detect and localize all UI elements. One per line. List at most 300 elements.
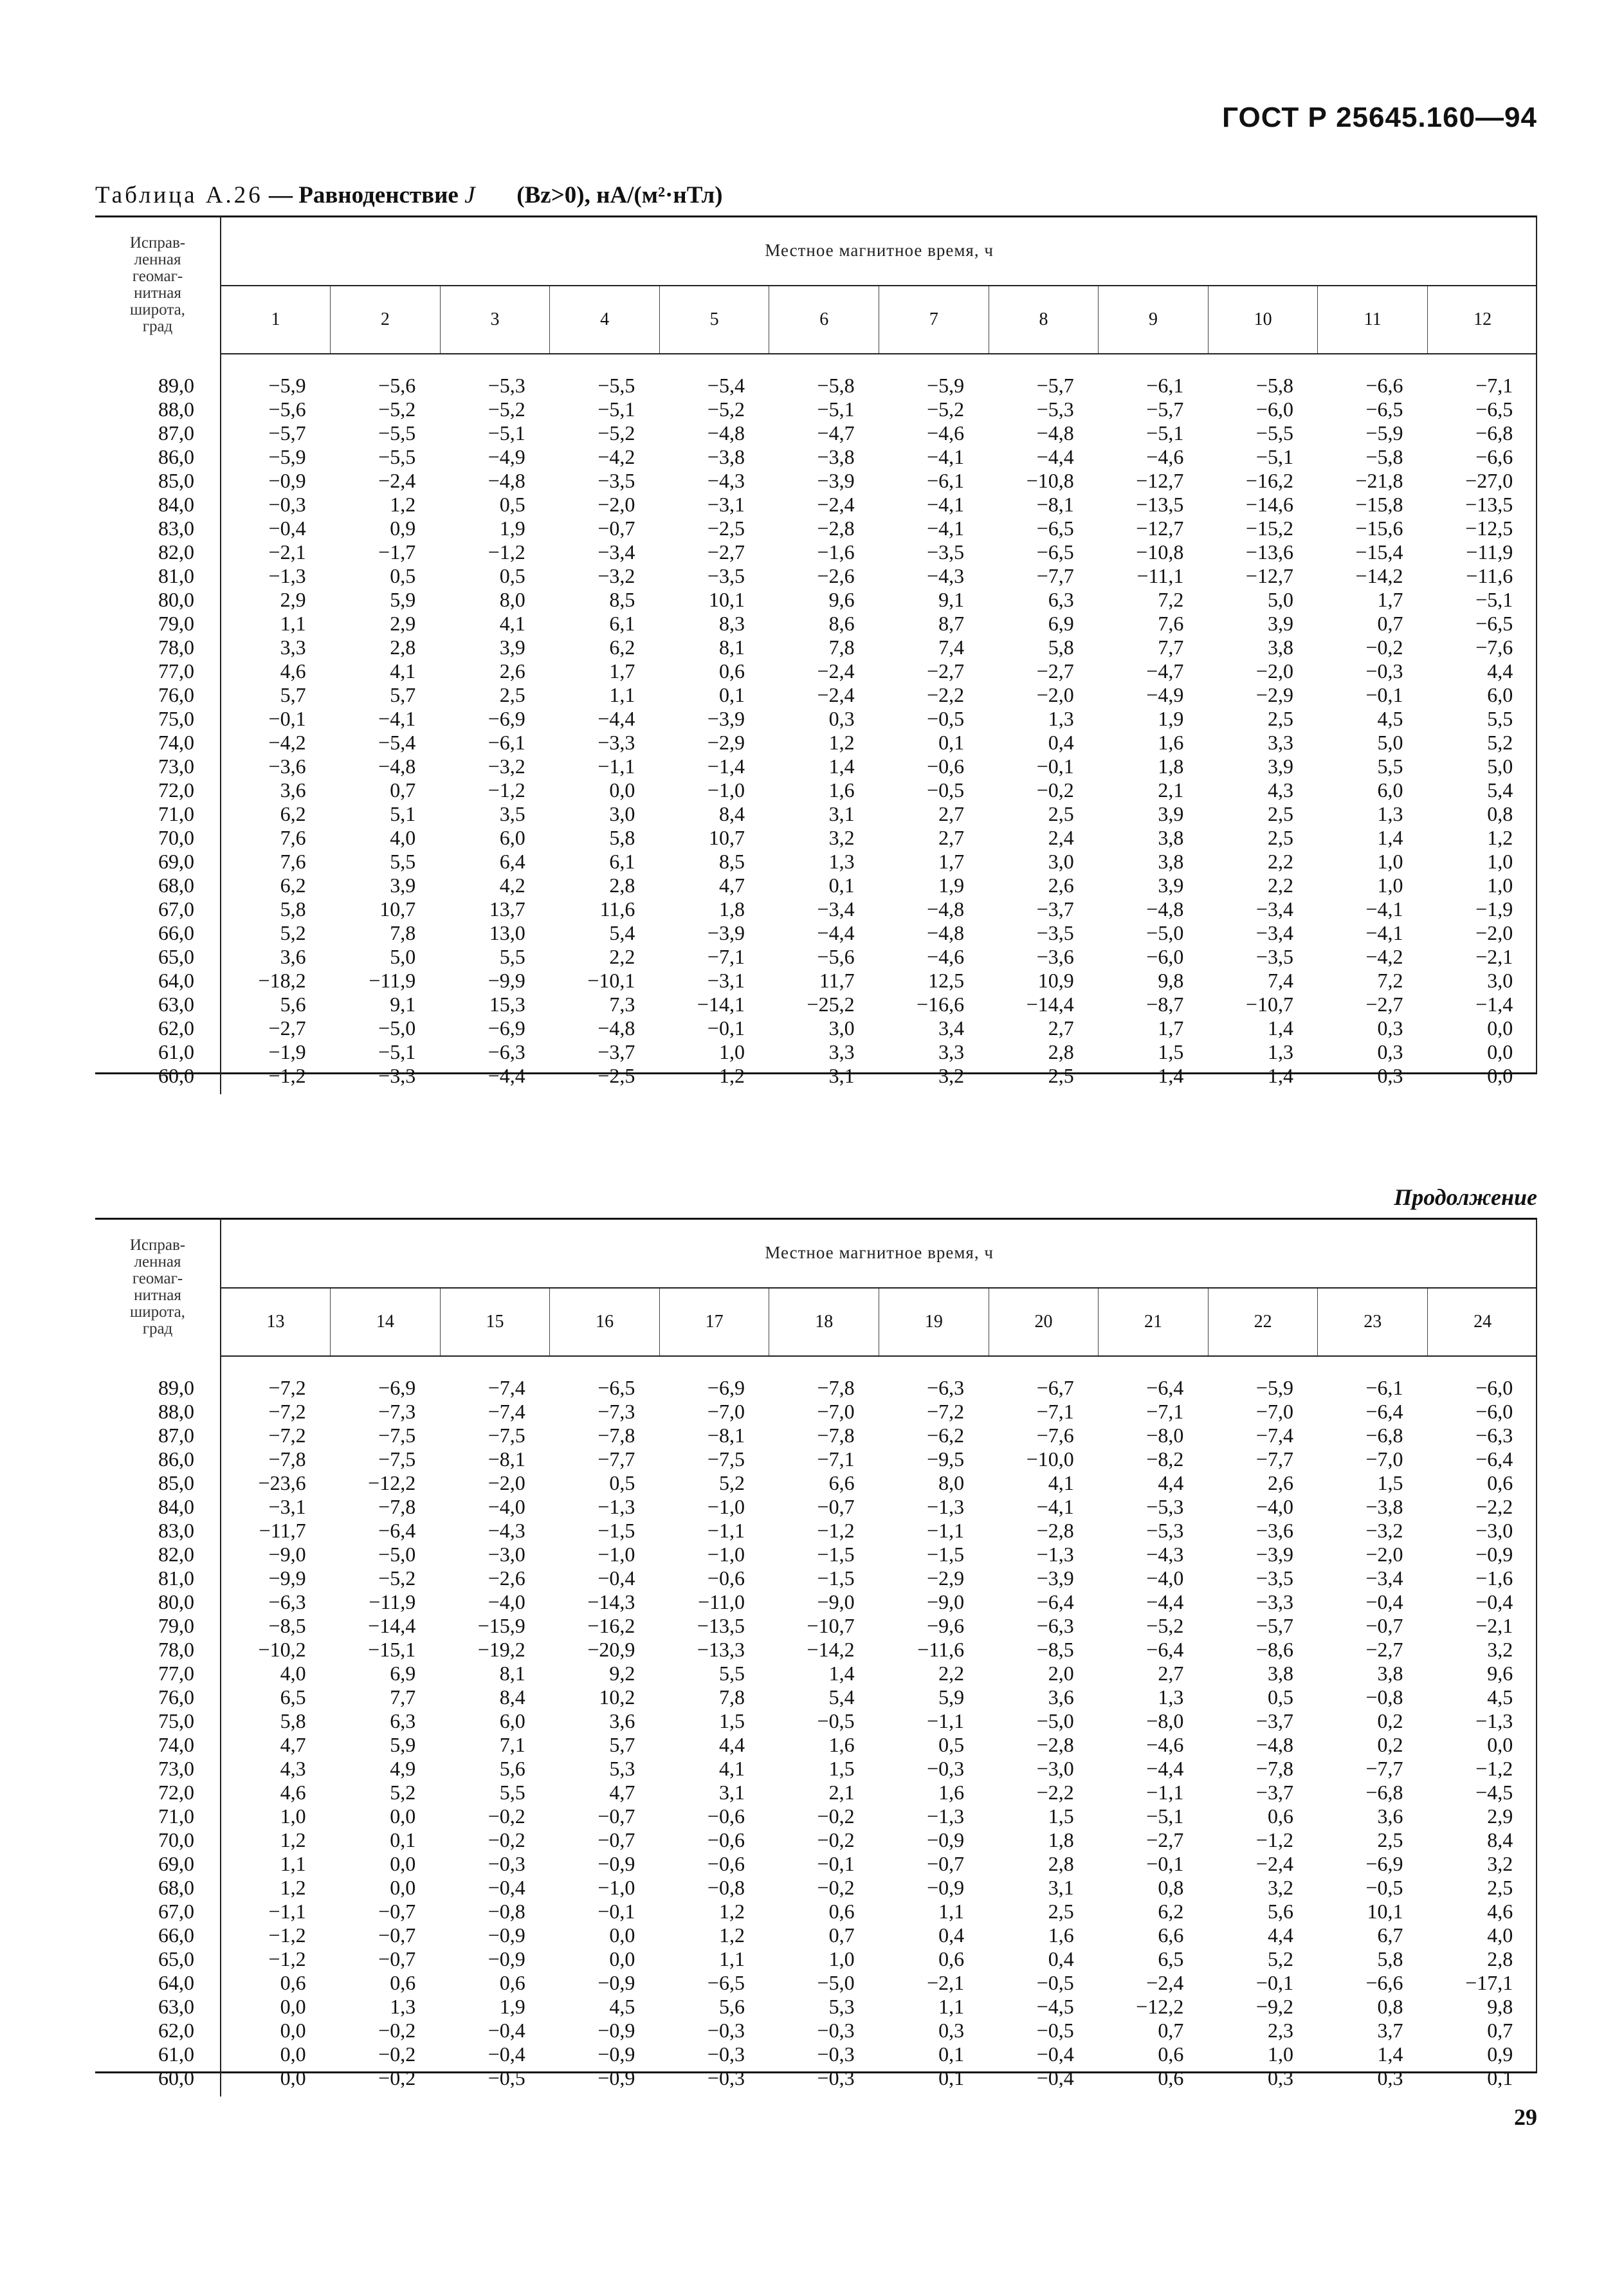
value-cell: −0,9 bbox=[598, 2018, 635, 2042]
value-cell: −7,2 bbox=[268, 1399, 306, 1423]
value-cell: 1,4 bbox=[1267, 1063, 1293, 1087]
value-cell: −7,0 bbox=[1365, 1447, 1403, 1471]
table-row bbox=[95, 1566, 1537, 1590]
value-cell: 3,1 bbox=[828, 1063, 855, 1087]
table2 bbox=[95, 1218, 1537, 2097]
value-cell: −0,5 bbox=[817, 1709, 855, 1732]
hour-header: 14 bbox=[331, 1288, 441, 1356]
value-cell: −17,1 bbox=[1465, 1970, 1513, 1994]
value-cell: −8,1 bbox=[707, 1423, 745, 1447]
value-cell: 1,6 bbox=[1158, 730, 1184, 754]
value-cell: −4,8 bbox=[1255, 1732, 1293, 1756]
value-cell: −9,0 bbox=[817, 1590, 855, 1613]
value-cell: 3,9 bbox=[1158, 873, 1184, 897]
value-cell: −3,5 bbox=[707, 564, 745, 587]
value-cell: −2,0 bbox=[598, 492, 635, 516]
latitude-cell: 76,0 bbox=[95, 1685, 221, 1709]
latitude-cell: 70,0 bbox=[95, 1828, 221, 1852]
hour-header: 6 bbox=[769, 286, 879, 354]
value-cell: −3,8 bbox=[817, 445, 855, 468]
value-cell: 1,1 bbox=[609, 683, 635, 706]
value-cell: −2,4 bbox=[817, 659, 855, 683]
value-cell: −5,2 bbox=[707, 397, 745, 421]
value-cell: 0,0 bbox=[390, 1804, 416, 1828]
time-group-header: Местное магнитное время, ч bbox=[221, 1218, 1537, 1288]
value-cell: 2,9 bbox=[1487, 1804, 1513, 1828]
value-cell: −4,1 bbox=[1036, 1494, 1074, 1518]
value-cell: −1,7 bbox=[378, 540, 416, 564]
value-cell: 2,7 bbox=[1158, 1661, 1184, 1685]
hour-header: 2 bbox=[331, 286, 441, 354]
hour-header: 4 bbox=[550, 286, 660, 354]
value-cell: 2,8 bbox=[390, 635, 416, 659]
value-cell: −5,1 bbox=[1255, 445, 1293, 468]
value-cell: 5,6 bbox=[499, 1756, 525, 1780]
value-cell: 0,5 bbox=[938, 1732, 965, 1756]
value-cell: 0,4 bbox=[1048, 730, 1074, 754]
value-cell: 1,6 bbox=[828, 778, 855, 802]
value-cell: 3,3 bbox=[280, 635, 306, 659]
value-cell: 0,4 bbox=[1048, 1947, 1074, 1970]
value-cell: 8,5 bbox=[609, 587, 635, 611]
value-cell: −3,5 bbox=[1255, 944, 1293, 968]
value-cell: −2,9 bbox=[927, 1566, 965, 1590]
value-cell: −7,2 bbox=[268, 1375, 306, 1399]
latitude-cell: 78,0 bbox=[95, 636, 221, 659]
value-cell: −2,8 bbox=[1036, 1732, 1074, 1756]
value-cell: 5,2 bbox=[1487, 730, 1513, 754]
value-cell: −1,9 bbox=[1475, 897, 1513, 921]
value-cell: 6,2 bbox=[280, 873, 306, 897]
value-cell: 6,7 bbox=[1377, 1923, 1403, 1947]
value-cell: 1,0 bbox=[1487, 849, 1513, 873]
value-cell: 1,2 bbox=[828, 730, 855, 754]
table-row bbox=[95, 1876, 1537, 1900]
value-cell: 0,1 bbox=[718, 683, 745, 706]
value-cell: −5,2 bbox=[598, 421, 635, 445]
value-cell: −6,7 bbox=[1036, 1375, 1074, 1399]
value-cell: −11,1 bbox=[1136, 564, 1184, 587]
value-cell: 2,7 bbox=[938, 802, 965, 825]
standard-header: ГОСТ Р 25645.160—94 bbox=[1222, 102, 1537, 133]
value-cell: −5,6 bbox=[817, 944, 855, 968]
value-cell: −5,2 bbox=[378, 1566, 416, 1590]
table-row bbox=[95, 1447, 1537, 1471]
value-cell: −4,6 bbox=[927, 944, 965, 968]
value-cell: −3,3 bbox=[598, 730, 635, 754]
table-row bbox=[95, 1376, 1537, 1400]
table-row bbox=[95, 731, 1537, 755]
value-cell: 4,4 bbox=[1158, 1471, 1184, 1494]
value-cell: −0,2 bbox=[1036, 778, 1074, 802]
value-cell: −9,9 bbox=[488, 968, 525, 992]
value-cell: 7,7 bbox=[390, 1685, 416, 1709]
value-cell: −0,2 bbox=[488, 1828, 525, 1851]
hour-header: 13 bbox=[221, 1288, 331, 1356]
value-cell: 2,9 bbox=[280, 587, 306, 611]
value-cell: −4,1 bbox=[927, 492, 965, 516]
value-cell: −3,1 bbox=[707, 492, 745, 516]
value-cell: −6,4 bbox=[378, 1518, 416, 1542]
value-cell: 3,9 bbox=[1158, 802, 1184, 825]
table-row bbox=[95, 1757, 1537, 1781]
value-cell: 0,6 bbox=[499, 1970, 525, 1994]
value-cell: −4,0 bbox=[1146, 1566, 1184, 1590]
latitude-cell: 62,0 bbox=[95, 1016, 221, 1040]
value-cell: −0,3 bbox=[817, 2066, 855, 2089]
value-cell: 1,1 bbox=[280, 611, 306, 635]
value-cell: −8,1 bbox=[1036, 492, 1074, 516]
table-row bbox=[95, 1995, 1537, 2019]
value-cell: 10,2 bbox=[599, 1685, 635, 1709]
latitude-cell: 79,0 bbox=[95, 1614, 221, 1638]
value-cell: −4,8 bbox=[927, 921, 965, 944]
value-cell: 5,8 bbox=[609, 825, 635, 849]
table-row bbox=[95, 1828, 1537, 1852]
value-cell: 5,5 bbox=[390, 849, 416, 873]
value-cell: −8,5 bbox=[268, 1613, 306, 1637]
value-cell: −1,3 bbox=[927, 1804, 965, 1828]
table-row bbox=[95, 1590, 1537, 1614]
table-row bbox=[95, 826, 1537, 850]
value-cell: −2,9 bbox=[707, 730, 745, 754]
value-cell: 6,3 bbox=[390, 1709, 416, 1732]
value-cell: 3,3 bbox=[938, 1040, 965, 1063]
value-cell: −1,1 bbox=[927, 1709, 965, 1732]
value-cell: −5,9 bbox=[1255, 1375, 1293, 1399]
value-cell: −5,1 bbox=[817, 397, 855, 421]
value-cell: −0,6 bbox=[927, 754, 965, 778]
value-cell: −3,5 bbox=[1255, 1566, 1293, 1590]
value-cell: 1,2 bbox=[1487, 825, 1513, 849]
value-cell: −3,9 bbox=[1255, 1542, 1293, 1566]
value-cell: 2,2 bbox=[938, 1661, 965, 1685]
value-cell: 0,0 bbox=[280, 2042, 306, 2066]
hour-header: 5 bbox=[659, 286, 769, 354]
table-row bbox=[95, 493, 1537, 517]
value-cell: −6,9 bbox=[1365, 1851, 1403, 1875]
value-cell: 7,6 bbox=[280, 849, 306, 873]
value-cell: −0,1 bbox=[268, 706, 306, 730]
value-cell: −8,7 bbox=[1146, 992, 1184, 1016]
value-cell: 0,3 bbox=[828, 706, 855, 730]
latitude-cell: 88,0 bbox=[95, 1400, 221, 1424]
value-cell: −0,3 bbox=[1365, 659, 1403, 683]
value-cell: 1,1 bbox=[280, 1851, 306, 1875]
value-cell: −3,5 bbox=[1036, 921, 1074, 944]
value-cell: 5,5 bbox=[499, 944, 525, 968]
value-cell: −10,7 bbox=[807, 1613, 855, 1637]
value-cell: −6,5 bbox=[598, 1375, 635, 1399]
value-cell: −1,3 bbox=[1036, 1542, 1074, 1566]
value-cell: −6,3 bbox=[927, 1375, 965, 1399]
value-cell: 6,6 bbox=[1158, 1923, 1184, 1947]
value-cell: −7,4 bbox=[488, 1399, 525, 1423]
table-row bbox=[95, 517, 1537, 540]
value-cell: 2,5 bbox=[1048, 802, 1074, 825]
value-cell: 9,1 bbox=[938, 587, 965, 611]
table-row bbox=[95, 969, 1537, 993]
hour-header: 23 bbox=[1318, 1288, 1428, 1356]
value-cell: −7,7 bbox=[598, 1447, 635, 1471]
value-cell: 0,4 bbox=[938, 1923, 965, 1947]
value-cell: −5,9 bbox=[268, 373, 306, 397]
value-cell: −0,4 bbox=[488, 1875, 525, 1899]
value-cell: 11,6 bbox=[599, 897, 635, 921]
value-cell: −7,5 bbox=[378, 1423, 416, 1447]
value-cell: −2,7 bbox=[1365, 992, 1403, 1016]
value-cell: 3,8 bbox=[1158, 825, 1184, 849]
value-cell: 0,7 bbox=[1158, 2018, 1184, 2042]
value-cell: 3,9 bbox=[1267, 611, 1293, 635]
value-cell: −4,1 bbox=[1365, 897, 1403, 921]
latitude-cell: 80,0 bbox=[95, 1590, 221, 1614]
value-cell: −0,7 bbox=[378, 1899, 416, 1923]
value-cell: −6,4 bbox=[1146, 1375, 1184, 1399]
value-cell: −11,9 bbox=[369, 968, 416, 992]
value-cell: 1,2 bbox=[718, 1923, 745, 1947]
latitude-cell: 66,0 bbox=[95, 1923, 221, 1947]
value-cell: −16,2 bbox=[1245, 468, 1293, 492]
value-cell: −5,3 bbox=[488, 373, 525, 397]
value-cell: −1,5 bbox=[817, 1542, 855, 1566]
value-cell: 3,2 bbox=[1267, 1875, 1293, 1899]
value-cell: −7,2 bbox=[268, 1423, 306, 1447]
value-cell: −0,2 bbox=[378, 2042, 416, 2066]
latitude-cell: 81,0 bbox=[95, 564, 221, 588]
value-cell: −13,3 bbox=[697, 1637, 745, 1661]
value-cell: −3,1 bbox=[268, 1494, 306, 1518]
value-cell: −1,5 bbox=[927, 1542, 965, 1566]
value-cell: −7,1 bbox=[1146, 1399, 1184, 1423]
value-cell: 2,5 bbox=[499, 683, 525, 706]
value-cell: 1,4 bbox=[828, 754, 855, 778]
value-cell: 6,5 bbox=[280, 1685, 306, 1709]
table-row bbox=[95, 1804, 1537, 1828]
value-cell: −11,0 bbox=[698, 1590, 745, 1613]
value-cell: 10,7 bbox=[708, 825, 745, 849]
value-cell: 5,8 bbox=[1048, 635, 1074, 659]
value-cell: −0,1 bbox=[1146, 1851, 1184, 1875]
value-cell: −3,9 bbox=[707, 921, 745, 944]
value-cell: −9,0 bbox=[268, 1542, 306, 1566]
value-cell: 3,1 bbox=[718, 1780, 745, 1804]
value-cell: −1,3 bbox=[1475, 1709, 1513, 1732]
value-cell: −4,8 bbox=[1036, 421, 1074, 445]
value-cell: −5,8 bbox=[817, 373, 855, 397]
latitude-cell: 77,0 bbox=[95, 1662, 221, 1685]
latitude-cell: 73,0 bbox=[95, 755, 221, 778]
continuation-label: Продолжение bbox=[1394, 1184, 1537, 1210]
value-cell: 1,4 bbox=[1377, 2042, 1403, 2066]
value-cell: −4,2 bbox=[268, 730, 306, 754]
latitude-cell: 63,0 bbox=[95, 993, 221, 1016]
value-cell: 1,2 bbox=[718, 1063, 745, 1087]
value-cell: 2,2 bbox=[1267, 849, 1293, 873]
value-cell: −6,3 bbox=[1036, 1613, 1074, 1637]
latitude-cell: 67,0 bbox=[95, 897, 221, 921]
value-cell: 1,0 bbox=[1267, 2042, 1293, 2066]
value-cell: −6,4 bbox=[1475, 1447, 1513, 1471]
value-cell: −0,3 bbox=[488, 1851, 525, 1875]
table-row bbox=[95, 1685, 1537, 1709]
latitude-cell: 71,0 bbox=[95, 1804, 221, 1828]
value-cell: −6,9 bbox=[488, 706, 525, 730]
value-cell: 6,2 bbox=[1158, 1899, 1184, 1923]
value-cell: −5,0 bbox=[1146, 921, 1184, 944]
value-cell: −4,9 bbox=[488, 445, 525, 468]
table-row bbox=[95, 1900, 1537, 1923]
value-cell: 6,0 bbox=[1487, 683, 1513, 706]
value-cell: −0,7 bbox=[1365, 1613, 1403, 1637]
value-cell: 3,8 bbox=[1158, 849, 1184, 873]
value-cell: −6,5 bbox=[1036, 540, 1074, 564]
value-cell: 0,9 bbox=[390, 516, 416, 540]
value-cell: −0,5 bbox=[1365, 1875, 1403, 1899]
value-cell: 5,3 bbox=[609, 1756, 635, 1780]
value-cell: −2,0 bbox=[1036, 683, 1074, 706]
value-cell: −6,3 bbox=[488, 1040, 525, 1063]
value-cell: −2,4 bbox=[817, 492, 855, 516]
value-cell: 6,1 bbox=[609, 611, 635, 635]
table-row bbox=[95, 445, 1537, 469]
value-cell: 0,3 bbox=[1377, 2066, 1403, 2089]
hour-header: 11 bbox=[1318, 286, 1428, 354]
table-row bbox=[95, 636, 1537, 659]
value-cell: 4,0 bbox=[1487, 1923, 1513, 1947]
value-cell: 6,0 bbox=[499, 825, 525, 849]
value-cell: −3,8 bbox=[707, 445, 745, 468]
value-cell: −4,2 bbox=[598, 445, 635, 468]
value-cell: −1,3 bbox=[268, 564, 306, 587]
value-cell: 6,5 bbox=[1158, 1947, 1184, 1970]
value-cell: −2,1 bbox=[927, 1970, 965, 1994]
value-cell: 8,6 bbox=[828, 611, 855, 635]
value-cell: 5,2 bbox=[718, 1471, 745, 1494]
value-cell: 7,8 bbox=[390, 921, 416, 944]
value-cell: −5,1 bbox=[598, 397, 635, 421]
hour-header: 9 bbox=[1099, 286, 1209, 354]
value-cell: 0,3 bbox=[1267, 2066, 1293, 2089]
value-cell: 4,4 bbox=[718, 1732, 745, 1756]
value-cell: 6,2 bbox=[609, 635, 635, 659]
value-cell: −7,8 bbox=[817, 1423, 855, 1447]
value-cell: −0,8 bbox=[1365, 1685, 1403, 1709]
value-cell: 0,2 bbox=[1377, 1732, 1403, 1756]
value-cell: −15,2 bbox=[1245, 516, 1293, 540]
value-cell: −2,4 bbox=[1146, 1970, 1184, 1994]
value-cell: −3,4 bbox=[1365, 1566, 1403, 1590]
value-cell: −1,3 bbox=[598, 1494, 635, 1518]
value-cell: −6,9 bbox=[707, 1375, 745, 1399]
value-cell: −0,8 bbox=[707, 1875, 745, 1899]
value-cell: −5,5 bbox=[378, 421, 416, 445]
value-cell: −9,5 bbox=[927, 1447, 965, 1471]
value-cell: −0,6 bbox=[707, 1804, 745, 1828]
value-cell: −6,2 bbox=[927, 1423, 965, 1447]
value-cell: −6,8 bbox=[1365, 1780, 1403, 1804]
table-row bbox=[95, 1971, 1537, 1995]
value-cell: 1,0 bbox=[718, 1040, 745, 1063]
value-cell: −6,5 bbox=[707, 1970, 745, 1994]
value-cell: −6,1 bbox=[1365, 1375, 1403, 1399]
table-row bbox=[95, 850, 1537, 874]
value-cell: −0,5 bbox=[927, 778, 965, 802]
value-cell: −0,3 bbox=[927, 1756, 965, 1780]
value-cell: 2,2 bbox=[1267, 873, 1293, 897]
value-cell: −5,1 bbox=[1475, 587, 1513, 611]
value-cell: −3,7 bbox=[598, 1040, 635, 1063]
value-cell: −0,5 bbox=[1036, 2018, 1074, 2042]
value-cell: −20,9 bbox=[587, 1637, 635, 1661]
value-cell: 0,3 bbox=[1377, 1040, 1403, 1063]
latitude-cell: 68,0 bbox=[95, 874, 221, 897]
table-row bbox=[95, 1040, 1537, 1064]
value-cell: 8,0 bbox=[938, 1471, 965, 1494]
value-cell: −8,6 bbox=[1255, 1637, 1293, 1661]
value-cell: −1,3 bbox=[927, 1494, 965, 1518]
value-cell: 5,7 bbox=[609, 1732, 635, 1756]
value-cell: 5,0 bbox=[1487, 754, 1513, 778]
value-cell: −15,6 bbox=[1355, 516, 1403, 540]
value-cell: 0,5 bbox=[1267, 1685, 1293, 1709]
value-cell: 2,3 bbox=[1267, 2018, 1293, 2042]
value-cell: 1,4 bbox=[1158, 1063, 1184, 1087]
value-cell: 0,7 bbox=[1487, 2018, 1513, 2042]
value-cell: −5,5 bbox=[598, 373, 635, 397]
value-cell: −3,4 bbox=[1255, 921, 1293, 944]
value-cell: −0,1 bbox=[707, 1016, 745, 1040]
value-cell: −5,6 bbox=[268, 397, 306, 421]
value-cell: 4,7 bbox=[718, 873, 745, 897]
latitude-cell: 89,0 bbox=[95, 1376, 221, 1400]
value-cell: 0,2 bbox=[1377, 1709, 1403, 1732]
value-cell: −5,2 bbox=[1146, 1613, 1184, 1637]
value-cell: −7,1 bbox=[1036, 1399, 1074, 1423]
value-cell: −2,7 bbox=[1036, 659, 1074, 683]
value-cell: 1,0 bbox=[828, 1947, 855, 1970]
value-cell: −6,8 bbox=[1365, 1423, 1403, 1447]
value-cell: 7,2 bbox=[1377, 968, 1403, 992]
value-cell: 2,8 bbox=[1048, 1851, 1074, 1875]
value-cell: −1,2 bbox=[268, 1063, 306, 1087]
value-cell: −9,9 bbox=[268, 1566, 306, 1590]
value-cell: 0,0 bbox=[390, 1875, 416, 1899]
value-cell: −6,5 bbox=[1365, 397, 1403, 421]
value-cell: 3,1 bbox=[1048, 1875, 1074, 1899]
value-cell: −0,4 bbox=[1036, 2042, 1074, 2066]
value-cell: 1,9 bbox=[938, 873, 965, 897]
latitude-cell: 87,0 bbox=[95, 421, 221, 445]
value-cell: 4,6 bbox=[1487, 1899, 1513, 1923]
value-cell: −3,9 bbox=[817, 468, 855, 492]
latitude-cell: 60,0 bbox=[95, 2066, 221, 2090]
value-cell: 5,5 bbox=[1487, 706, 1513, 730]
value-cell: 5,8 bbox=[280, 1709, 306, 1732]
value-cell: −0,7 bbox=[598, 1828, 635, 1851]
value-cell: −5,9 bbox=[1365, 421, 1403, 445]
value-cell: −6,8 bbox=[1475, 421, 1513, 445]
value-cell: 5,5 bbox=[1377, 754, 1403, 778]
value-cell: 1,3 bbox=[390, 1994, 416, 2018]
value-cell: 1,7 bbox=[609, 659, 635, 683]
value-cell: −3,9 bbox=[1036, 1566, 1074, 1590]
value-cell: 0,8 bbox=[1487, 802, 1513, 825]
value-cell: −5,4 bbox=[378, 730, 416, 754]
value-cell: −6,3 bbox=[1475, 1423, 1513, 1447]
value-cell: 0,8 bbox=[1158, 1875, 1184, 1899]
table-row bbox=[95, 1923, 1537, 1947]
